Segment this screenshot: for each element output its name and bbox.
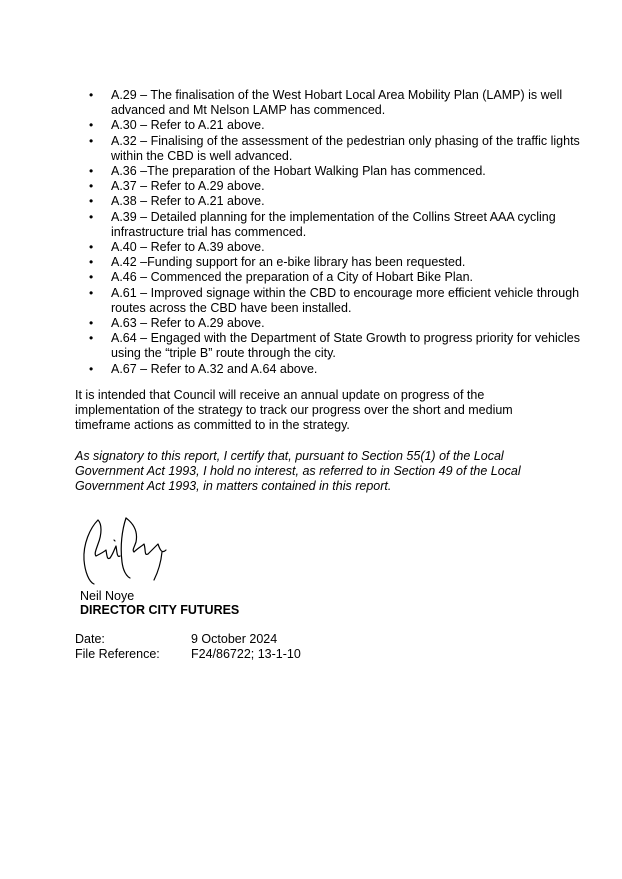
list-item: • A.29 – The finalisation of the West Hobart Local Area Mobility Plan (LAMP) is well advanced and Mt Nelson LAMP has commenced. <box>111 88 591 118</box>
list-item: • A.30 – Refer to A.21 above. <box>111 118 591 133</box>
file-reference-label: File Reference: <box>75 647 160 661</box>
list-item: • A.37 – Refer to A.29 above. <box>111 179 591 194</box>
action-list <box>75 88 591 377</box>
signature-image <box>76 510 176 588</box>
list-item: • A.39 – Detailed planning for the implementation of the Collins Street AAA cycling infrastructure trial has commenced. <box>111 210 591 240</box>
list-item: • A.42 –Funding support for an e-bike library has been requested. <box>111 255 591 270</box>
signatory-name: Neil Noye <box>80 589 135 603</box>
intent-paragraph: It is intended that Council will receive an annual update on progress of the implementation of the strategy to track our progress over the short and medium timeframe actions as committed to in the strategy. <box>75 388 513 433</box>
list-item: • A.32 – Finalising of the assessment of the pedestrian only phasing of the traffic lights within the CBD is well advanced. <box>111 134 591 164</box>
date-value: 9 October 2024 <box>191 632 278 646</box>
list-item: • A.40 – Refer to A.39 above. <box>111 240 591 255</box>
list-item: • A.61 – Improved signage within the CBD to encourage more efficient vehicle through routes across the CBD have been installed. <box>111 286 591 316</box>
signatory-title: DIRECTOR CITY FUTURES <box>80 603 240 617</box>
list-item: • A.67 – Refer to A.32 and A.64 above. <box>111 362 591 377</box>
list-item: • A.36 –The preparation of the Hobart Walking Plan has commenced. <box>111 164 591 179</box>
date-label: Date: <box>75 632 105 646</box>
list-item: • A.64 – Engaged with the Department of State Growth to progress priority for vehicles using the “triple B” route through the city. <box>111 331 591 361</box>
file-reference-value: F24/86722; 13-1-10 <box>191 647 301 661</box>
certification-statement: As signatory to this report, I certify that, pursuant to Section 55(1) of the Local Government Act 1993, I hold no interest, as referred to in Section 49 of the Local Government Act 1993, in matters contained in this report. <box>75 449 521 494</box>
list-item: • A.63 – Refer to A.29 above. <box>111 316 591 331</box>
list-item: • A.46 – Commenced the preparation of a City of Hobart Bike Plan. <box>111 270 591 285</box>
list-item: • A.38 – Refer to A.21 above. <box>111 194 591 209</box>
